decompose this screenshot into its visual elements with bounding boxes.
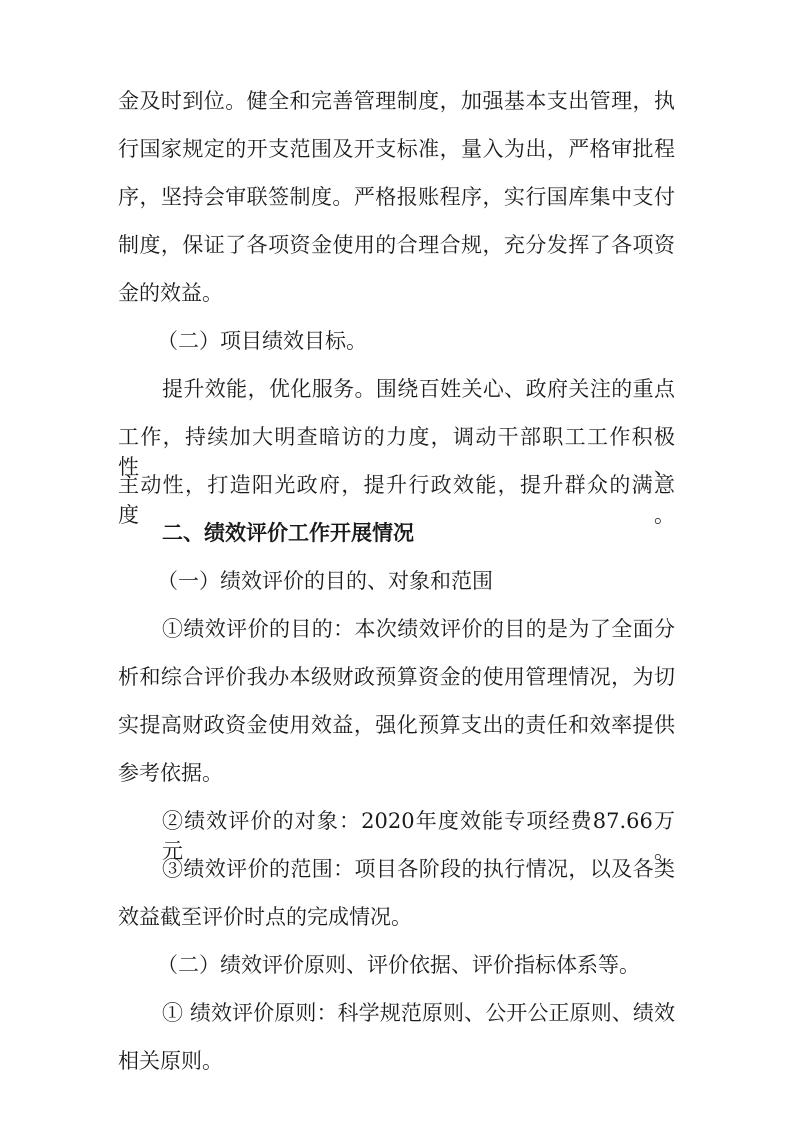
body-text-line: 主动性，打造阳光政府，提升行政效能，提升群众的满意度。 bbox=[118, 473, 675, 527]
body-text-line: 析和综合评价我办本级财政预算资金的使用管理情况，为切 bbox=[118, 665, 675, 689]
body-text-line: 序，坚持会审联签制度。严格报账程序，实行国库集中支付 bbox=[118, 185, 675, 209]
body-text-line: ①绩效评价的目的：本次绩效评价的目的是为了全面分 bbox=[162, 617, 675, 641]
body-text-line: ③绩效评价的范围：项目各阶段的执行情况，以及各类 bbox=[162, 857, 675, 881]
body-text-line: ②绩效评价的对象：2020年度效能专项经费87.66万元。 bbox=[162, 809, 675, 863]
body-text-line: 行国家规定的开支范围及开支标准，量入为出，严格审批程 bbox=[118, 137, 675, 161]
body-text-line: 制度，保证了各项资金使用的合理合规，充分发挥了各项资 bbox=[118, 233, 675, 257]
body-text-line: 效益截至评价时点的完成情况。 bbox=[118, 905, 412, 929]
body-text-line: 提升效能，优化服务。围绕百姓关心、政府关注的重点 bbox=[162, 377, 675, 401]
body-text-line: 相关原则。 bbox=[118, 1049, 223, 1073]
body-text-line: 金及时到位。健全和完善管理制度，加强基本支出管理，执 bbox=[118, 89, 675, 113]
subsection-heading: （二）绩效评价原则、评价依据、评价指标体系等。 bbox=[157, 953, 640, 977]
subsection-heading: （一）绩效评价的目的、对象和范围 bbox=[157, 569, 493, 593]
body-text-line: 实提高财政资金使用效益，强化预算支出的责任和效率提供 bbox=[118, 713, 675, 737]
section-heading: 二、绩效评价工作开展情况 bbox=[162, 520, 414, 545]
body-text-line: 工作，持续加大明查暗访的力度，调动干部职工工作积极性、 bbox=[118, 425, 675, 479]
body-text-line: 参考依据。 bbox=[118, 761, 223, 785]
body-text-line: 金的效益。 bbox=[118, 281, 223, 305]
body-text-line: ① 绩效评价原则：科学规范原则、公开公正原则、绩效 bbox=[162, 1001, 675, 1025]
subsection-heading: （二）项目绩效目标。 bbox=[157, 329, 367, 353]
